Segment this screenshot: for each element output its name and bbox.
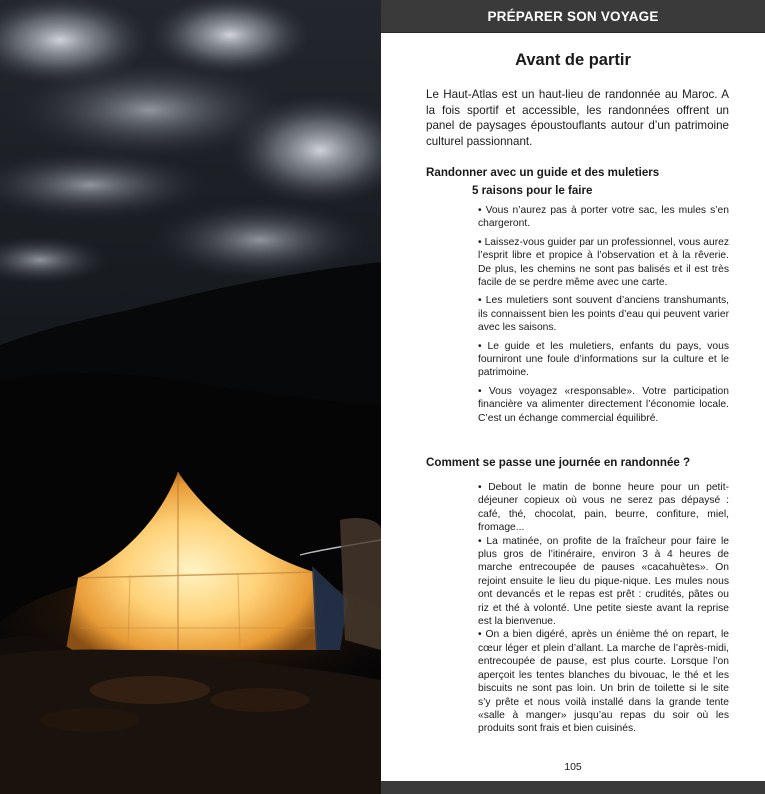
- tent-night-photo: [0, 0, 381, 794]
- reasons-heading: 5 raisons pour le faire: [472, 184, 593, 197]
- page-title: Avant de partir: [515, 51, 631, 69]
- list-item: • On a bien digéré, après un énième thé on repart, le cœur léger et plein d’allant. La marche de l’après-midi, entrecoupée de pause, est plus courte. Lorsque l’on aperçoit les tentes blanches du bivouac, le thé et les biscuits ne sont pas loin. Un brin de toilette si le site s’y prête et nous voilà installé dans la grande tente «salle à manger» jusqu’au repas du soir où les produits sont frais et bien cuisinés.: [478, 628, 729, 735]
- list-item: • Vous n’aurez pas à porter votre sac, les mules s’en chargeront.: [478, 204, 729, 231]
- page-number: 105: [564, 761, 582, 773]
- intro-paragraph: Le Haut-Atlas est un haut-lieu de randonnée au Maroc. A la fois sportif et accessible, les randonnées offrent un panel de paysages époustouflants autour d’un patrimoine culturel passionnant.: [426, 88, 729, 148]
- section-title: PRÉPARER SON VOYAGE: [487, 9, 659, 24]
- list-item: • La matinée, on profite de la fraîcheur pour faire le plus gros de l’itinéraire, environ 3 à 4 heures de marche entrecoupée de pauses «cacahuètes». On rejoint ensuite le lieu du pique-nique. Les mules nous ont devancés et le repas est prêt : crudités, pâtes ou riz et thé à volonté. Une petite sieste avant la reprise est la bienvenue.: [478, 535, 729, 629]
- photo-illustration: [0, 0, 381, 794]
- list-item: • Debout le matin de bonne heure pour un petit-déjeuner copieux où vous ne serez pas dépaysé : café, thé, chocolat, pain, beurre, confiture, miel, fromage...: [478, 481, 729, 535]
- list-item: • Laissez-vous guider par un professionnel, vous aurez l’esprit libre et propice à l’observation et à la rêverie. De plus, les chemins ne sont pas balisés et il est très facile de se perdre même avec une carte.: [478, 236, 729, 290]
- list-item: • Les muletiers sont souvent d’anciens transhumants, ils connaissent bien les points d’eau qui peuvent varier avec les saisons.: [478, 294, 729, 334]
- guide-heading: Randonner avec un guide et des muletiers: [426, 166, 660, 179]
- list-item: • Le guide et les muletiers, enfants du pays, vous fourniront une foule d’informations sur la culture et le patrimoine.: [478, 340, 729, 380]
- list-item: • Vous voyagez «responsable». Votre participation financière va alimenter directement l’économie locale. C’est un échange commercial équilibré.: [478, 385, 729, 425]
- guide-page: [381, 0, 765, 794]
- reasons-list: [478, 204, 729, 430]
- footer-bar: [381, 781, 765, 794]
- journee-heading: Comment se passe une journée en randonnée ?: [426, 456, 691, 469]
- journee-list: [478, 481, 729, 736]
